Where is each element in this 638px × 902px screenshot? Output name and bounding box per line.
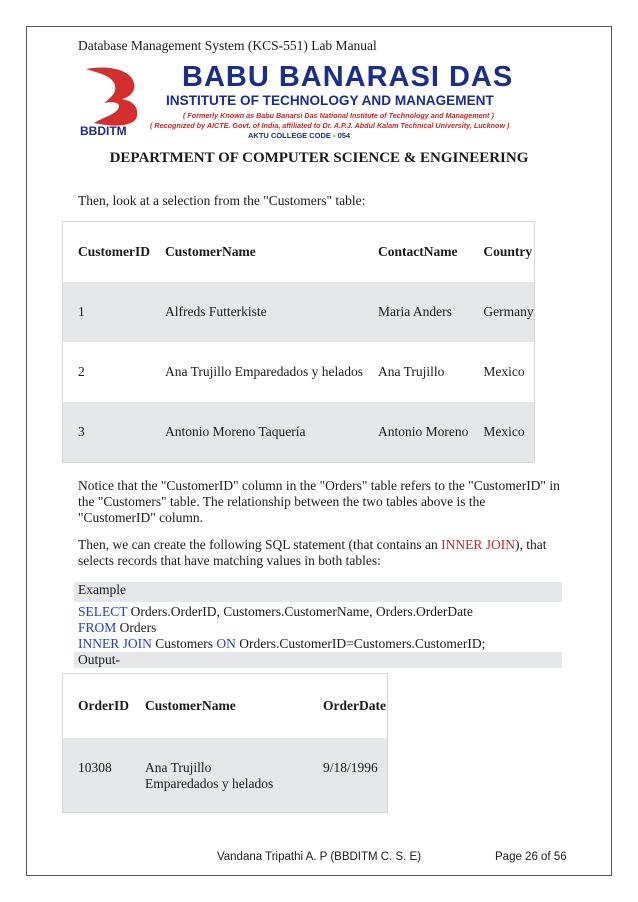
text-part: Then, we can create the following SQL statement (that contains an [78,537,442,552]
manual-title: Database Management System (KCS-551) Lab Manual [78,38,377,53]
table-cell: Maria Anders [377,304,452,319]
sql-keyword: FROM [78,620,117,635]
table-cell: Ana Trujillo Emparedados y helados [165,364,363,379]
table-header: Country [483,244,533,259]
table-cell: Alfreds Futterkiste [165,304,267,319]
output-table [62,673,388,813]
table-header: OrderDate [323,698,386,713]
sql-line-3 [74,636,562,652]
table-cell: Antonio Moreno Taquería [165,424,306,439]
table-row [63,282,535,342]
sql-text: Customers [151,636,217,651]
notice-text: Notice that the "CustomerID" column in the "Orders" table refers to the "CustomerID" in the "Customers" table. The relationship between the two tables above is the "CustomerID" column. [78,478,560,525]
customers-table [62,221,535,463]
inner-join-text [78,537,562,569]
sql-keyword: SELECT [78,604,128,619]
table-header: CustomerName [145,698,236,713]
institute-name: BABU BANARASI DAS [182,61,514,93]
table-row [63,342,535,402]
example-label: Example [74,582,562,602]
example-block [74,582,562,668]
output-label: Output- [74,652,562,668]
institute-subtitle: INSTITUTE OF TECHNOLOGY AND MANAGEMENT [166,93,494,108]
bbd-logo-mark-icon [78,63,148,138]
sql-text: Orders [116,620,157,635]
table-row [63,738,388,813]
sql-text: Orders.OrderID, Customers.CustomerName, Orders.OrderDate [127,604,473,619]
inner-join-highlight: INNER JOIN [441,537,515,552]
table-header: ContactName [377,244,458,259]
sql-keyword: ON [216,636,236,651]
table-cell: Germany [483,304,534,319]
table-cell: Ana Trujillo [377,364,445,379]
table-cell: 9/18/1996 [323,760,378,775]
text-part: ), that selects records that have matching values in both tables: [78,537,547,568]
footer-author: Vandana Tripathi A. P (BBDITM C. S. E) [216,851,422,863]
table-cell: 10308 [78,760,112,775]
table-cell: Mexico [483,424,525,439]
table-header: CustomerID [78,244,150,259]
table-header: OrderID [78,698,129,713]
intro-text: Then, look at a selection from the "Customers" table: [78,193,366,208]
institute-logo [78,63,566,138]
table-cell: 1 [78,304,85,319]
footer-page-number: Page 26 of 56 [495,851,567,863]
table-cell: Antonio Moreno [377,424,469,439]
table-header-row [63,674,388,739]
formerly-known: ( Formerly Known as Babu Banarsi Das National Institute of Technology and Management ) [183,111,494,120]
table-cell: Mexico [483,364,525,379]
table-cell: 2 [78,364,85,379]
sql-text: Orders.CustomerID=Customers.CustomerID; [235,636,486,651]
table-header-row [63,222,535,283]
sql-keyword: INNER JOIN [78,636,152,651]
table-cell: Ana Trujillo Emparedados y helados [145,760,274,791]
table-header: CustomerName [165,244,256,259]
table-row [63,402,535,463]
college-code: AKTU COLLEGE CODE - 054 [248,131,351,140]
logo-mark-text: BBDITM [80,124,127,138]
sql-line-1 [74,604,562,620]
recognition-line: ( Recognized by AICTE. Govt. of India, affiliated to Dr. A.P.J. Abdul Kalam Technical University, Lucknow ) [150,121,510,130]
sql-line-2 [74,620,562,636]
department-heading: DEPARTMENT OF COMPUTER SCIENCE & ENGINEERING [109,150,529,166]
table-cell: 3 [78,424,85,439]
